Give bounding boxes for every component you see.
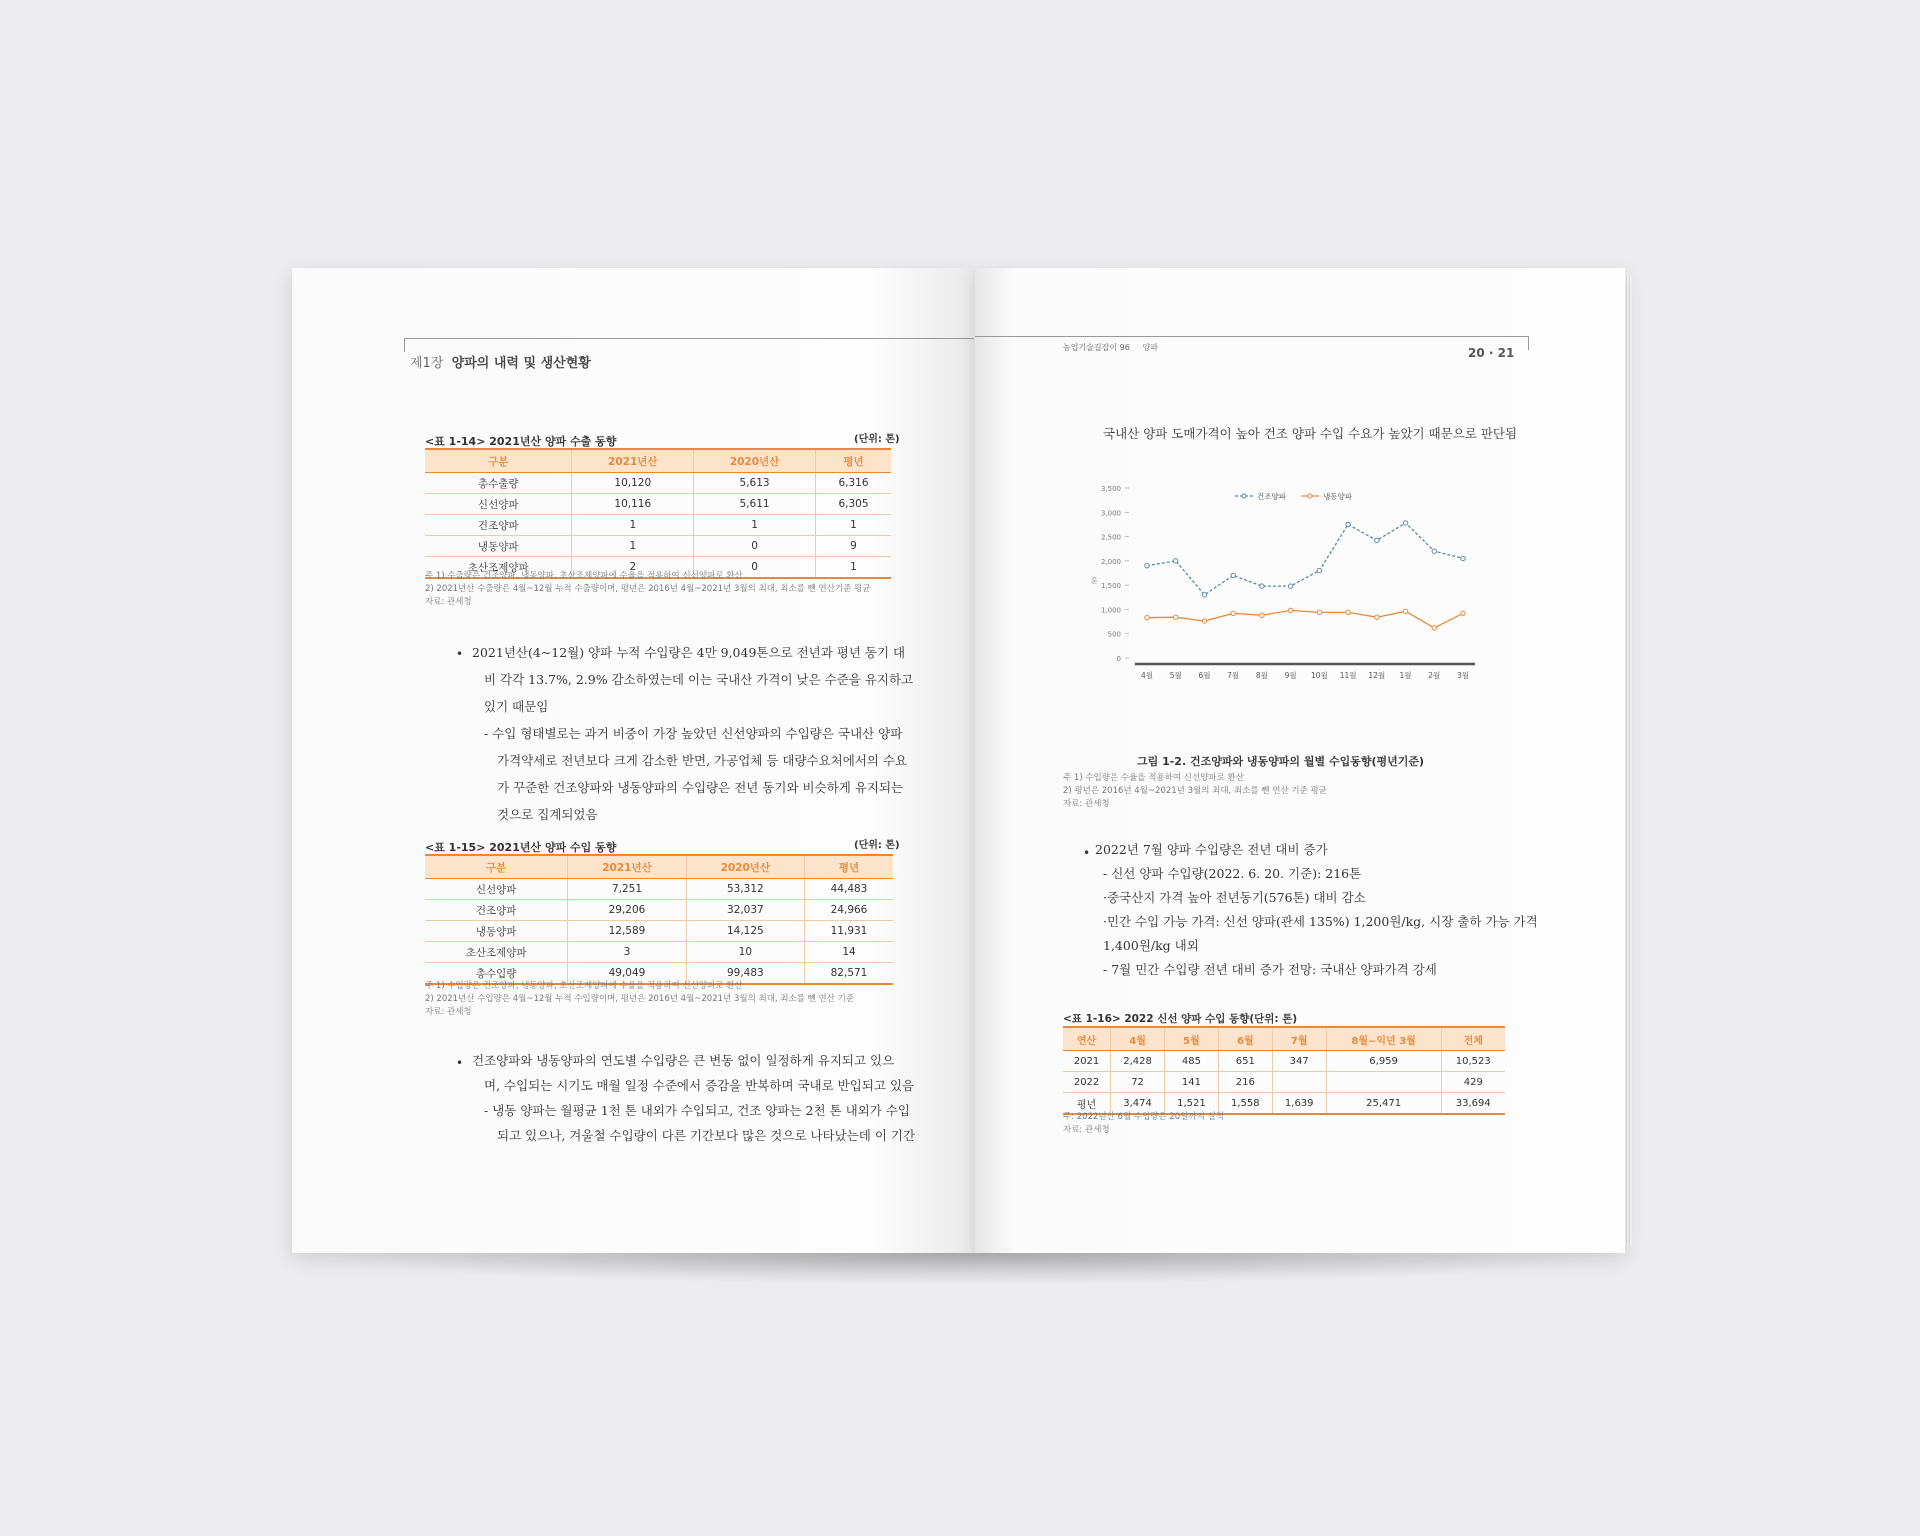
- text-line: 2) 2021년산 수출량은 4월~12월 누적 수출량이며, 평년은 2016년 4월~2021년 3월의 최대, 최소를 뺀 연산기준 평균: [425, 584, 871, 594]
- x-tick-label: 2월: [1428, 671, 1441, 680]
- row-label: 총수출량: [425, 473, 572, 494]
- table-row: [425, 879, 893, 900]
- table-1-16: [1063, 1026, 1505, 1115]
- data-point: [1174, 559, 1178, 563]
- table-cell: 141: [1165, 1072, 1219, 1093]
- table-cell: 10,523: [1441, 1051, 1505, 1072]
- table-cell: 29,206: [568, 900, 686, 921]
- text-line: 1,400원/kg 내외: [1103, 938, 1199, 953]
- table-cell: 5,613: [694, 473, 816, 494]
- table-cell: 82,571: [805, 963, 893, 985]
- table-cell: 6,959: [1326, 1051, 1441, 1072]
- table16-caption: <표 1-16> 2022 신선 양파 수입 동향(단위: 톤): [1063, 1013, 1298, 1025]
- data-point: [1317, 568, 1321, 572]
- table-cell: 1,521: [1165, 1093, 1219, 1115]
- text-line: 주: 2022년산 6월 수입량은 20일까지 실적: [1063, 1112, 1224, 1122]
- table-row: [425, 536, 891, 557]
- legend-label: 건조양파: [1257, 492, 1286, 501]
- text-line: 비 각각 13.7%, 2.9% 감소하였는데 이는 국내산 가격이 낮은 수준을 유지하고: [484, 672, 914, 687]
- table-header: 구분: [425, 855, 568, 879]
- table14-unit: (단위: 톤): [854, 434, 900, 445]
- table-1-14: [425, 448, 891, 579]
- table-cell: 49,049: [568, 963, 686, 985]
- table-cell: 1,639: [1272, 1093, 1326, 1115]
- table-cell: 1: [815, 557, 891, 579]
- table-cell: 53,312: [686, 879, 804, 900]
- table-header: 8월~익년 3월: [1326, 1027, 1441, 1051]
- series-line-0: [1147, 523, 1463, 595]
- y-tick-label: 1,500: [1100, 582, 1121, 591]
- table-cell: 6,316: [815, 473, 891, 494]
- table-cell: 6,305: [815, 494, 891, 515]
- row-label: 총수입량: [425, 963, 568, 985]
- data-point: [1346, 610, 1350, 614]
- data-point: [1174, 615, 1178, 619]
- table-cell: 25,471: [1326, 1093, 1441, 1115]
- text-line: 가격약세로 전년보다 크게 감소한 반면, 가공업체 등 대량수요처에서의 수요: [497, 753, 908, 768]
- bullet: •: [1083, 846, 1091, 860]
- x-tick-label: 4월: [1140, 671, 1154, 680]
- text-line: ·민간 수입 가능 가격: 신선 양파(관세 135%) 1,200원/kg, 시장 출하 가능 가격: [1103, 914, 1538, 929]
- row-label: 건조양파: [425, 515, 572, 536]
- text-line: 자료: 관세청: [425, 597, 472, 607]
- table14-caption: <표 1-14> 2021년산 양파 수출 동향: [425, 435, 617, 448]
- table15-unit: (단위: 톤): [854, 840, 900, 851]
- series-line-1: [1147, 610, 1463, 627]
- text-line: - 냉동 양파는 월평균 1천 톤 내외가 수입되고, 건조 양파는 2천 톤 내외가 수입: [484, 1103, 910, 1118]
- text-line: 자료: 관세청: [1063, 1125, 1110, 1135]
- table-row: [425, 473, 891, 494]
- x-tick-label: 6월: [1198, 671, 1211, 680]
- table-header: 구분: [425, 449, 572, 473]
- table-cell: 0: [694, 536, 816, 557]
- y-tick-label: 500: [1107, 630, 1121, 639]
- row-label: 평년: [1063, 1093, 1111, 1115]
- legend-label: 냉동양파: [1323, 492, 1352, 501]
- data-point: [1288, 584, 1292, 588]
- paragraph-2: [472, 1048, 915, 1148]
- text-line: 되고 있으나, 겨울철 수입량이 다른 기간보다 많은 것으로 나타났는데 이 기간: [497, 1128, 916, 1143]
- data-point: [1202, 619, 1206, 623]
- y-tick-label: 3,000: [1100, 509, 1121, 518]
- y-tick-label: 2,500: [1100, 533, 1121, 542]
- header-tick: [404, 338, 405, 352]
- table-1-15: [425, 854, 893, 985]
- x-tick-label: 3월: [1456, 671, 1470, 680]
- data-point: [1231, 611, 1235, 615]
- header-rule: [975, 336, 1528, 337]
- right-page: [975, 268, 1625, 1253]
- left-page: [292, 268, 975, 1253]
- chapter-label: 제1장 양파의 내력 및 생산현황: [410, 356, 591, 371]
- text-line: 자료: 관세청: [425, 1007, 472, 1017]
- table-row: [425, 921, 893, 942]
- import-trend-chart: [1075, 468, 1495, 708]
- header-tick: [1528, 336, 1529, 350]
- x-tick-label: 7월: [1227, 671, 1240, 680]
- data-point: [1432, 626, 1436, 630]
- table-cell: 1: [694, 515, 816, 536]
- table-header: 평년: [815, 449, 891, 473]
- data-point: [1375, 538, 1379, 542]
- text-line: 2) 2021년산 수입량은 4월~12월 누적 수입량이며, 평년은 2016년 4월~2021년 3월의 최대, 최소를 뺀 연산 기준: [425, 994, 855, 1004]
- data-point: [1202, 593, 1206, 597]
- table-cell: 99,483: [686, 963, 804, 985]
- x-tick-label: 8월: [1255, 671, 1268, 680]
- data-point: [1260, 613, 1264, 617]
- y-tick-label: 3,500: [1100, 485, 1121, 493]
- table-row: [1063, 1051, 1505, 1072]
- table-cell: 24,966: [805, 900, 893, 921]
- table-cell: 1: [572, 536, 694, 557]
- table-cell: 10: [686, 942, 804, 963]
- table-header: 2020년산: [686, 855, 804, 879]
- paragraph-1: [472, 639, 913, 828]
- text-line: ·중국산지 가격 높아 전년동기(576톤) 대비 감소: [1103, 890, 1366, 905]
- row-label: 신선양파: [425, 879, 568, 900]
- table-cell: 10,120: [572, 473, 694, 494]
- x-tick-label: 5월: [1169, 671, 1182, 680]
- x-tick-label: 12월: [1368, 671, 1386, 680]
- x-tick-label: 11월: [1339, 671, 1357, 680]
- table15-notes: [425, 980, 854, 1019]
- table-cell: 44,483: [805, 879, 893, 900]
- text-line: - 신선 양파 수입량(2022. 6. 20. 기준): 216톤: [1103, 866, 1362, 881]
- data-point: [1375, 615, 1379, 619]
- text-line: 주 1) 수입량은 건조양파, 냉동양파, 초산조제양파에 수율을 적용하여 신선양파로 환산: [425, 981, 743, 991]
- table-cell: 1: [815, 515, 891, 536]
- data-point: [1461, 611, 1465, 615]
- table-cell: 10,116: [572, 494, 694, 515]
- row-label: 냉동양파: [425, 536, 572, 557]
- table16-notes: [1063, 1111, 1224, 1137]
- table-cell: 1: [572, 515, 694, 536]
- table-cell: 1,558: [1218, 1093, 1272, 1115]
- table-cell: 14: [805, 942, 893, 963]
- page-numbers: 20 · 21: [1468, 346, 1515, 360]
- table-cell: 7,251: [568, 879, 686, 900]
- table-row: [425, 900, 893, 921]
- table-header: 7월: [1272, 1027, 1326, 1051]
- data-point: [1432, 549, 1436, 553]
- row-label: 2022: [1063, 1072, 1111, 1093]
- data-point: [1346, 522, 1350, 526]
- table-header: 2021년산: [568, 855, 686, 879]
- paragraph-right: [1095, 838, 1538, 982]
- row-label: 신선양파: [425, 494, 572, 515]
- bullet: •: [456, 1056, 464, 1070]
- data-point: [1145, 564, 1149, 568]
- table-header: 4월: [1111, 1027, 1165, 1051]
- y-axis-label: 톤: [1091, 577, 1098, 585]
- text-line: 건조양파와 냉동양파의 연도별 수입량은 큰 변동 없이 일정하게 유지되고 있으: [472, 1053, 895, 1068]
- text-line: 가 꾸준한 건조양파와 냉동양파의 수입량은 전년 동기와 비슷하게 유지되는: [497, 780, 904, 795]
- table-cell: 32,037: [686, 900, 804, 921]
- header-rule: [404, 338, 974, 339]
- table-cell: 429: [1441, 1072, 1505, 1093]
- table-cell: 33,694: [1441, 1093, 1505, 1115]
- table-header: 6월: [1218, 1027, 1272, 1051]
- legend-marker: [1242, 494, 1246, 498]
- row-label: 초산조제양파: [425, 942, 568, 963]
- text-line: 자료: 관세청: [1063, 799, 1110, 809]
- table-row: [425, 942, 893, 963]
- table-cell: 485: [1165, 1051, 1219, 1072]
- bullet: •: [456, 647, 464, 661]
- table-row: [425, 494, 891, 515]
- data-point: [1317, 610, 1321, 614]
- table-cell: [1272, 1072, 1326, 1093]
- table-cell: 9: [815, 536, 891, 557]
- text-line: 주 1) 수출량은 건조양파, 냉동양파, 초산조제양파에 수율을 적용하여 신선양파로 환산: [425, 571, 743, 581]
- table-cell: 3: [568, 942, 686, 963]
- table-cell: 72: [1111, 1072, 1165, 1093]
- y-tick-label: 0: [1116, 655, 1121, 663]
- table14-notes: [425, 570, 871, 609]
- text-line: 2) 평년은 2016년 4월~2021년 3월의 최대, 최소를 뺀 연산 기준 평균: [1063, 786, 1327, 796]
- legend-marker: [1308, 494, 1312, 498]
- table-cell: 12,589: [568, 921, 686, 942]
- y-tick-label: 2,000: [1100, 557, 1121, 566]
- data-point: [1461, 556, 1465, 560]
- table-header: 2020년산: [694, 449, 816, 473]
- table-cell: 14,125: [686, 921, 804, 942]
- table-cell: 5,611: [694, 494, 816, 515]
- chart-title: 그림 1-2. 건조양파와 냉동양파의 월별 수입동향(평년기준): [1137, 755, 1425, 768]
- row-label: 건조양파: [425, 900, 568, 921]
- table-row: [1063, 1072, 1505, 1093]
- x-tick-label: 9월: [1284, 671, 1297, 680]
- chart-notes: [1063, 772, 1327, 811]
- text-line: - 수입 형태별로는 과거 비중이 가장 높았던 신선양파의 수입량은 국내산 양파: [484, 726, 903, 741]
- x-tick-label: 1월: [1399, 671, 1412, 680]
- table-row: [425, 515, 891, 536]
- table-cell: 11,931: [805, 921, 893, 942]
- row-label: 초산조제양파: [425, 557, 572, 579]
- y-tick-label: 1,000: [1100, 606, 1121, 615]
- text-line: 며, 수입되는 시기도 매월 일정 수준에서 증감을 반복하며 국내로 반입되고 있음: [484, 1078, 915, 1093]
- series-label: 농업기술길잡이 96 양파: [1063, 343, 1159, 352]
- text-line: 2022년 7월 양파 수입량은 전년 대비 증가: [1095, 842, 1328, 857]
- x-tick-label: 10월: [1310, 671, 1328, 680]
- table-cell: 3,474: [1111, 1093, 1165, 1115]
- table15-caption: <표 1-15> 2021년산 양파 수입 동향: [425, 841, 617, 854]
- text-line: 2021년산(4~12월) 양파 누적 수입량은 4만 9,049톤으로 전년과 평년 동기 대: [472, 645, 906, 660]
- table-cell: 0: [694, 557, 816, 579]
- table-cell: 2: [572, 557, 694, 579]
- table-cell: 216: [1218, 1072, 1272, 1093]
- table-header: 5월: [1165, 1027, 1219, 1051]
- table-cell: 651: [1218, 1051, 1272, 1072]
- table-cell: 2,428: [1111, 1051, 1165, 1072]
- table-cell: [1326, 1072, 1441, 1093]
- table-cell: 347: [1272, 1051, 1326, 1072]
- data-point: [1288, 608, 1292, 612]
- table-header: 전체: [1441, 1027, 1505, 1051]
- text-line: - 7월 민간 수입량 전년 대비 증가 전망: 국내산 양파가격 강세: [1103, 962, 1437, 977]
- text-line: 주 1) 수입량은 수율을 적용하여 신선양파로 환산: [1063, 773, 1244, 783]
- text-line: 것으로 집계되었음: [497, 807, 598, 822]
- data-point: [1260, 584, 1264, 588]
- row-label: 2021: [1063, 1051, 1111, 1072]
- data-point: [1231, 573, 1235, 577]
- row-label: 냉동양파: [425, 921, 568, 942]
- data-point: [1403, 609, 1407, 613]
- text-line: 있기 때문임: [484, 699, 549, 714]
- data-point: [1403, 521, 1407, 525]
- intro-text: 국내산 양파 도매가격이 높아 건조 양파 수입 수요가 높았기 때문으로 판단됨: [1103, 426, 1518, 441]
- data-point: [1145, 615, 1149, 619]
- table-header: 2021년산: [572, 449, 694, 473]
- table-header: 평년: [805, 855, 893, 879]
- table-header: 연산: [1063, 1027, 1111, 1051]
